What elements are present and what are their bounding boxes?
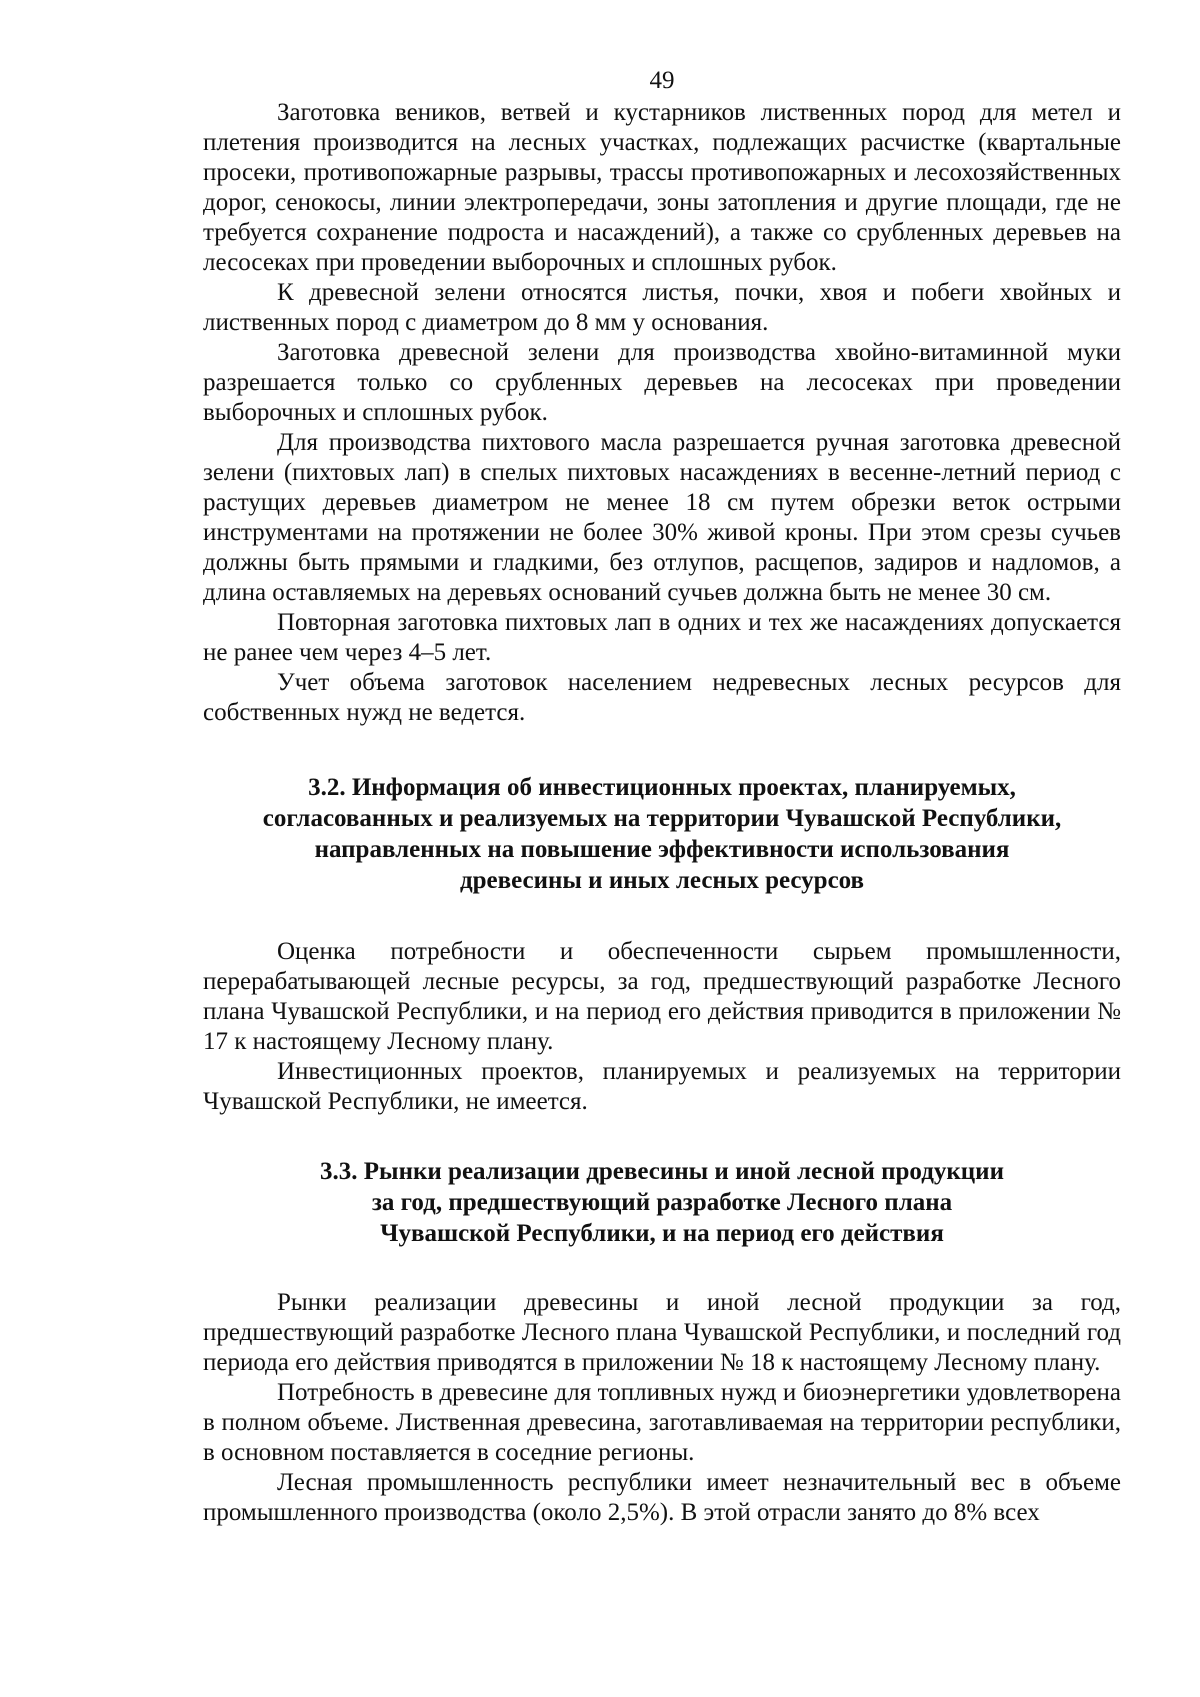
paragraph-repeat-harvest: Повторная заготовка пихтовых лап в одних и тех же насаждениях допускается не ранее чем через 4–5 лет. [203,609,1121,666]
heading-line: согласованных и реализуемых на территории Чувашской Республики, [262,805,1062,832]
paragraph-accounting: Учет объема заготовок населением недревесных лесных ресурсов для собственных нужд не ведется. [203,669,1121,726]
heading-line: за год, предшествующий разработке Лесного плана [371,1189,953,1216]
section-heading-3-3 [203,1156,1121,1249]
section-heading-3-2 [203,772,1121,896]
paragraph-markets: Рынки реализации древесины и иной лесной продукции за год, предшествующий разработке Лесного плана Чувашской Республики, и последний год периода его действия приводятся в приложении № 18 к настоящему Лесному плану. [203,1289,1121,1376]
heading-line: 3.2. Информация об инвестиционных проектах, планируемых, [308,774,1016,801]
paragraph-greenery-definition: К древесной зелени относятся листья, почки, хвоя и побеги хвойных и лиственных пород с диаметром до 8 мм у основания. [203,279,1121,336]
paragraph-vitamin-flour: Заготовка древесной зелени для производства хвойно-витаминной муки разрешается только со срубленных деревьев на лесосеках при проведении выборочных и сплошных рубок. [203,339,1121,426]
paragraph-brooms: Заготовка веников, ветвей и кустарников лиственных пород для метел и плетения производится на лесных участках, подлежащих расчистке (квартальные просеки, противопожарные разрывы, трассы противопожарных и лесохозяйственных дорог, сенокосы, линии электропередачи, зоны затопления и другие площади, где не требуется сохранение подроста и насаждений), а также со срубленных деревьев на лесосеках при проведении выборочных и сплошных рубок. [203,99,1121,276]
heading-line: древесины и иных лесных ресурсов [459,867,865,894]
heading-line: направленных на повышение эффективности использования [314,836,1010,863]
heading-line: Чувашской Республики, и на период его действия [380,1220,944,1247]
paragraph-demand-assessment: Оценка потребности и обеспеченности сырьем промышленности, перерабатывающей лесные ресурсы, за год, предшествующий разработке Лесного плана Чувашской Республики, и на период его действия приводится в приложении № 17 к настоящему Лесному плану. [203,938,1121,1055]
paragraph-investment-projects: Инвестиционных проектов, планируемых и реализуемых на территории Чувашской Республики, не имеется. [203,1058,1121,1115]
paragraph-forest-industry: Лесная промышленность республики имеет незначительный вес в объеме промышленного производства (около 2,5%). В этой отрасли занято до 8% всех [203,1469,1121,1526]
paragraph-fir-oil: Для производства пихтового масла разрешается ручная заготовка древесной зелени (пихтовых лап) в спелых пихтовых насаждениях в весенне-летний период с растущих деревьев диаметром не менее 18 см путем обрезки веток острыми инструментами на протяжении не более 30% живой кроны. При этом срезы сучьев должны быть прямыми и гладкими, без отлупов, расщепов, задиров и надломов, а длина оставляемых на деревьях оснований сучьев должна быть не менее 30 см. [203,429,1121,606]
paragraph-fuel-needs: Потребность в древесине для топливных нужд и биоэнергетики удовлетворена в полном объеме. Лиственная древесина, заготавливаемая на территории республики, в основном поставляется в соседние регионы. [203,1379,1121,1466]
document-page [203,66,1121,1528]
heading-line: 3.3. Рынки реализации древесины и иной лесной продукции [320,1158,1004,1185]
page-number: 49 [649,67,675,94]
